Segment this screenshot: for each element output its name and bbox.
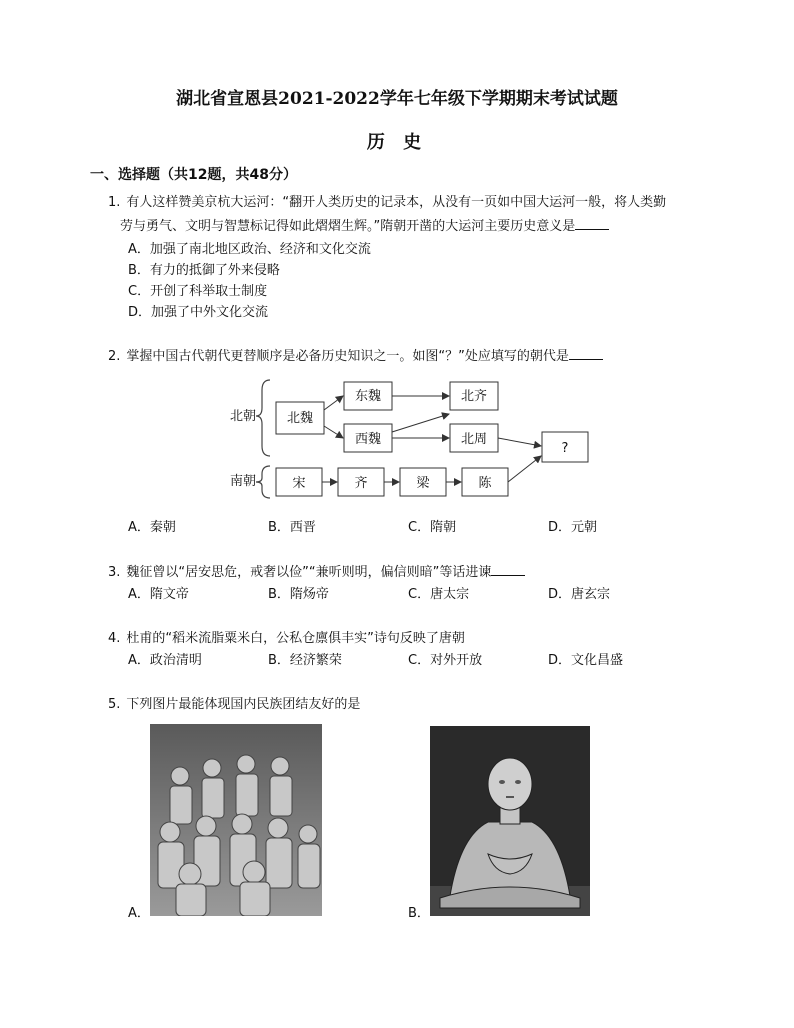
subject-title: 历 史 xyxy=(366,132,428,153)
box-liang xyxy=(400,468,446,496)
option-d: D．加强了中外文化交流 xyxy=(128,305,269,320)
question-text: 有人这样赞美京杭大运河：“翻开人类历史的记录本，从没有一页如中国大运河一般，将人类勤 xyxy=(126,195,667,210)
box-qi xyxy=(338,468,384,496)
option-a: A．秦朝 xyxy=(128,520,176,535)
option-a: A．政治清明 xyxy=(128,653,202,668)
section-heading: 一、选择题（共12题，共48分） xyxy=(90,167,297,183)
question-1-line-1 xyxy=(108,192,666,214)
box-chen-label: 陈 xyxy=(478,476,492,491)
terracotta-warriors-image xyxy=(150,724,322,916)
question-text: 掌握中国古代朝代更替顺序是必备历史知识之一。如图“？”处应填写的朝代是 xyxy=(126,349,569,364)
box-beiwei-label: 北魏 xyxy=(286,411,314,426)
box-beiwei xyxy=(276,402,324,434)
north-dynasties-label: 北朝 xyxy=(230,409,257,424)
option-b: B．西晋 xyxy=(268,520,316,535)
box-song-label: 宋 xyxy=(292,476,306,491)
seated-monk-statue-image xyxy=(430,726,590,916)
south-brace xyxy=(256,466,270,498)
south-dynasties-label: 南朝 xyxy=(230,474,257,489)
answer-blank xyxy=(569,347,603,360)
option-c: C．唐太宗 xyxy=(408,587,470,602)
question-3 xyxy=(108,562,525,584)
option-c: C．隋朝 xyxy=(408,520,457,535)
question-text: 下列图片最能体现国内民族团结友好的是 xyxy=(126,697,361,712)
dynasty-diagram xyxy=(226,372,606,512)
box-unknown-label: ? xyxy=(561,441,569,456)
question-number: 3. xyxy=(108,565,121,580)
box-unknown xyxy=(542,432,588,462)
image-a-label: A． xyxy=(128,906,150,921)
question-text: 魏征曾以“居安思危，戒奢以俭”“兼听则明，偏信则暗”等话进谏 xyxy=(126,565,492,580)
question-number: 5. xyxy=(108,697,121,712)
option-a: A．加强了南北地区政治、经济和文化交流 xyxy=(128,242,371,257)
option-d: D．文化昌盛 xyxy=(548,653,624,668)
question-number: 2. xyxy=(108,349,121,364)
box-beizhou-label: 北周 xyxy=(460,432,488,447)
option-b: B．经济繁荣 xyxy=(268,653,342,668)
option-a: A．隋文帝 xyxy=(128,587,189,602)
question-text: 劳与勇气、文明与智慧标记得如此熠熠生辉。”隋朝开凿的大运河主要历史意义是 xyxy=(120,219,576,234)
box-beizhou xyxy=(450,424,498,452)
question-4 xyxy=(108,628,465,650)
box-beiqi-label: 北齐 xyxy=(460,389,488,404)
question-number: 1. xyxy=(108,195,121,210)
option-b: B．有力的抵御了外来侵略 xyxy=(128,263,280,278)
box-xiwei xyxy=(344,424,392,452)
option-d: D．唐玄宗 xyxy=(548,587,611,602)
north-brace xyxy=(256,380,270,456)
image-b-label: B． xyxy=(408,906,430,921)
question-text: 杜甫的“稻米流脂粟米白，公私仓廪俱丰实”诗句反映了唐朝 xyxy=(126,631,465,646)
question-number: 4. xyxy=(108,631,121,646)
option-d: D．元朝 xyxy=(548,520,598,535)
option-b: B．隋炀帝 xyxy=(268,587,329,602)
question-2 xyxy=(108,346,603,368)
box-dongwei-label: 东魏 xyxy=(354,389,382,404)
answer-blank xyxy=(575,217,609,230)
question-5 xyxy=(108,694,360,716)
box-xiwei-label: 西魏 xyxy=(354,432,382,447)
box-dongwei xyxy=(344,382,392,410)
box-chen xyxy=(462,468,508,496)
option-c: C．开创了科举取士制度 xyxy=(128,284,268,299)
box-beiqi xyxy=(450,382,498,410)
box-song xyxy=(276,468,322,496)
question-1-line-2 xyxy=(120,216,609,238)
option-c: C．对外开放 xyxy=(408,653,483,668)
box-liang-label: 梁 xyxy=(416,476,430,491)
answer-blank xyxy=(491,563,525,576)
box-qi-label: 齐 xyxy=(354,476,368,491)
document-title: 湖北省宣恩县2021-2022学年七年级下学期期末考试试题 xyxy=(176,89,618,109)
